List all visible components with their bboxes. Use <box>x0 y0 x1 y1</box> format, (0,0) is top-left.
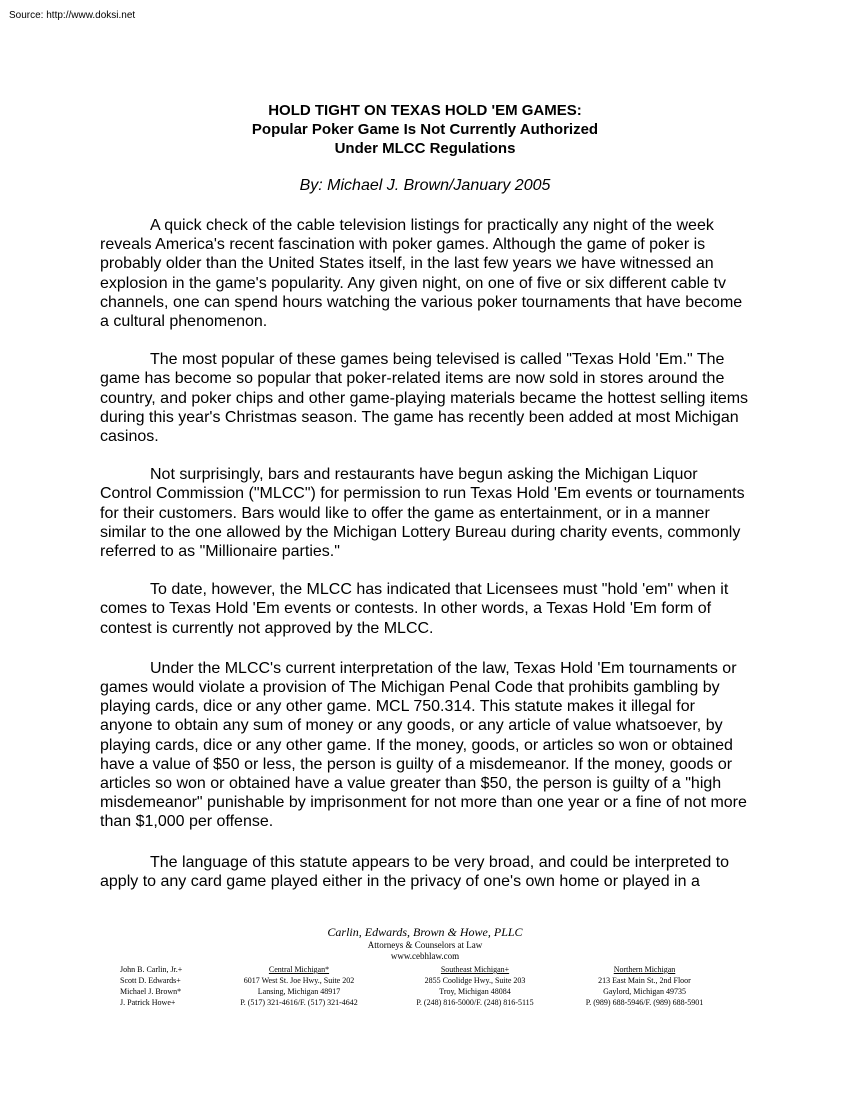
office-name: Southeast Michigan+ <box>440 965 510 974</box>
article-title <box>0 101 850 158</box>
paragraph: Not surprisingly, bars and restaurants have begun asking the Michigan Liquor Control Commission ("MLCC") for permission to run Texas Hold 'Em events or tournaments for their customers. Bars would like to offer the game as entertainment, or in a manner similar to the one allowed by the Michigan Lottery Bureau during charity events, commonly referred to as "Millionaire parties." <box>100 466 745 561</box>
office-name: Northern Michigan <box>613 965 676 974</box>
article-body <box>100 216 750 910</box>
title-line-3: Under MLCC Regulations <box>334 140 516 157</box>
letterhead-footer <box>0 924 850 1007</box>
firm-website: www.cebhlaw.com <box>390 951 460 961</box>
title-line-2: Popular Poker Game Is Not Currently Authorized <box>251 121 599 138</box>
office-name: Central Michigan* <box>268 965 330 974</box>
attorney-name: Michael J. Brown* <box>120 987 182 996</box>
office-phone: P. (517) 321-4616/F. (517) 321-4642 <box>240 998 358 1007</box>
paragraph: Under the MLCC's current interpretation of the law, Texas Hold 'Em tournaments or games would violate a provision of The Michigan Penal Code that prohibits gambling by playing cards, dice or any other game. MCL 750.314. This statute makes it illegal for anyone to obtain any sum of money or any goods, or any article of value whatsoever, by playing cards, dice or any other game. If the money, goods, or articles so won or obtained have a value of $50 or less, the person is guilty of a misdemeanor. If the money, goods or articles so won or obtained have a value greater than $50, the person is guilty of a "high misdemeanor" punishable by imprisonment for not more than one year or a fine of not more than $1,000 per offense. <box>100 659 747 831</box>
firm-tagline: Attorneys & Counselors at Law <box>367 940 483 950</box>
title-line-1: HOLD TIGHT ON TEXAS HOLD 'EM GAMES: <box>268 102 582 119</box>
office-phone: P. (989) 688-5946/F. (989) 688-5901 <box>585 998 704 1007</box>
attorney-list <box>120 964 182 1008</box>
office-northern <box>572 964 717 1008</box>
attorney-name: John B. Carlin, Jr.+ <box>120 965 183 974</box>
office-city: Lansing, Michigan 48917 <box>257 987 341 996</box>
paragraph: The most popular of these games being televised is called "Texas Hold 'Em." The game has become so popular that poker-related items are now sold in stores around the country, and poker chips and other game-playing materials became the hottest selling items during this year's Christmas season. The game has recently been added at most Michigan casinos. <box>100 351 749 446</box>
office-phone: P. (248) 816-5000/F. (248) 816-5115 <box>416 998 534 1007</box>
office-central <box>229 964 369 1008</box>
office-city: Gaylord, Michigan 49735 <box>603 987 686 996</box>
paragraph: A quick check of the cable television listings for practically any night of the week reveals America's recent fascination with poker games. Although the game of poker is probably older than the United States itself, in the last few years we have witnessed an explosion in the game's popularity. Any given night, on one of five or six different cable tv channels, one can spend hours watching the various poker tournaments that have become a cultural phenomenon. <box>100 217 743 331</box>
attorney-name: J. Patrick Howe+ <box>120 998 176 1007</box>
byline: By: Michael J. Brown/January 2005 <box>299 177 551 194</box>
office-southeast <box>400 964 550 1008</box>
paragraph: To date, however, the MLCC has indicated that Licensees must "hold 'em" when it comes to Texas Hold 'Em events or contests. In other words, a Texas Hold 'Em form of contest is currently not approved by the MLCC. <box>100 581 729 637</box>
source-url: Source: http://www.doksi.net <box>9 10 136 21</box>
office-street: 213 East Main St., 2nd Floor <box>598 976 691 985</box>
paragraph: The language of this statute appears to be very broad, and could be interpreted to apply to any card game played either in the privacy of one's own home or played in a <box>100 853 730 890</box>
office-street: 6017 West St. Joe Hwy., Suite 202 <box>243 976 355 985</box>
attorney-name: Scott D. Edwards+ <box>120 976 181 985</box>
office-street: 2855 Coolidge Hwy., Suite 203 <box>424 976 526 985</box>
firm-name: Carlin, Edwards, Brown & Howe, PLLC <box>327 925 523 939</box>
office-city: Troy, Michigan 48084 <box>439 987 511 996</box>
